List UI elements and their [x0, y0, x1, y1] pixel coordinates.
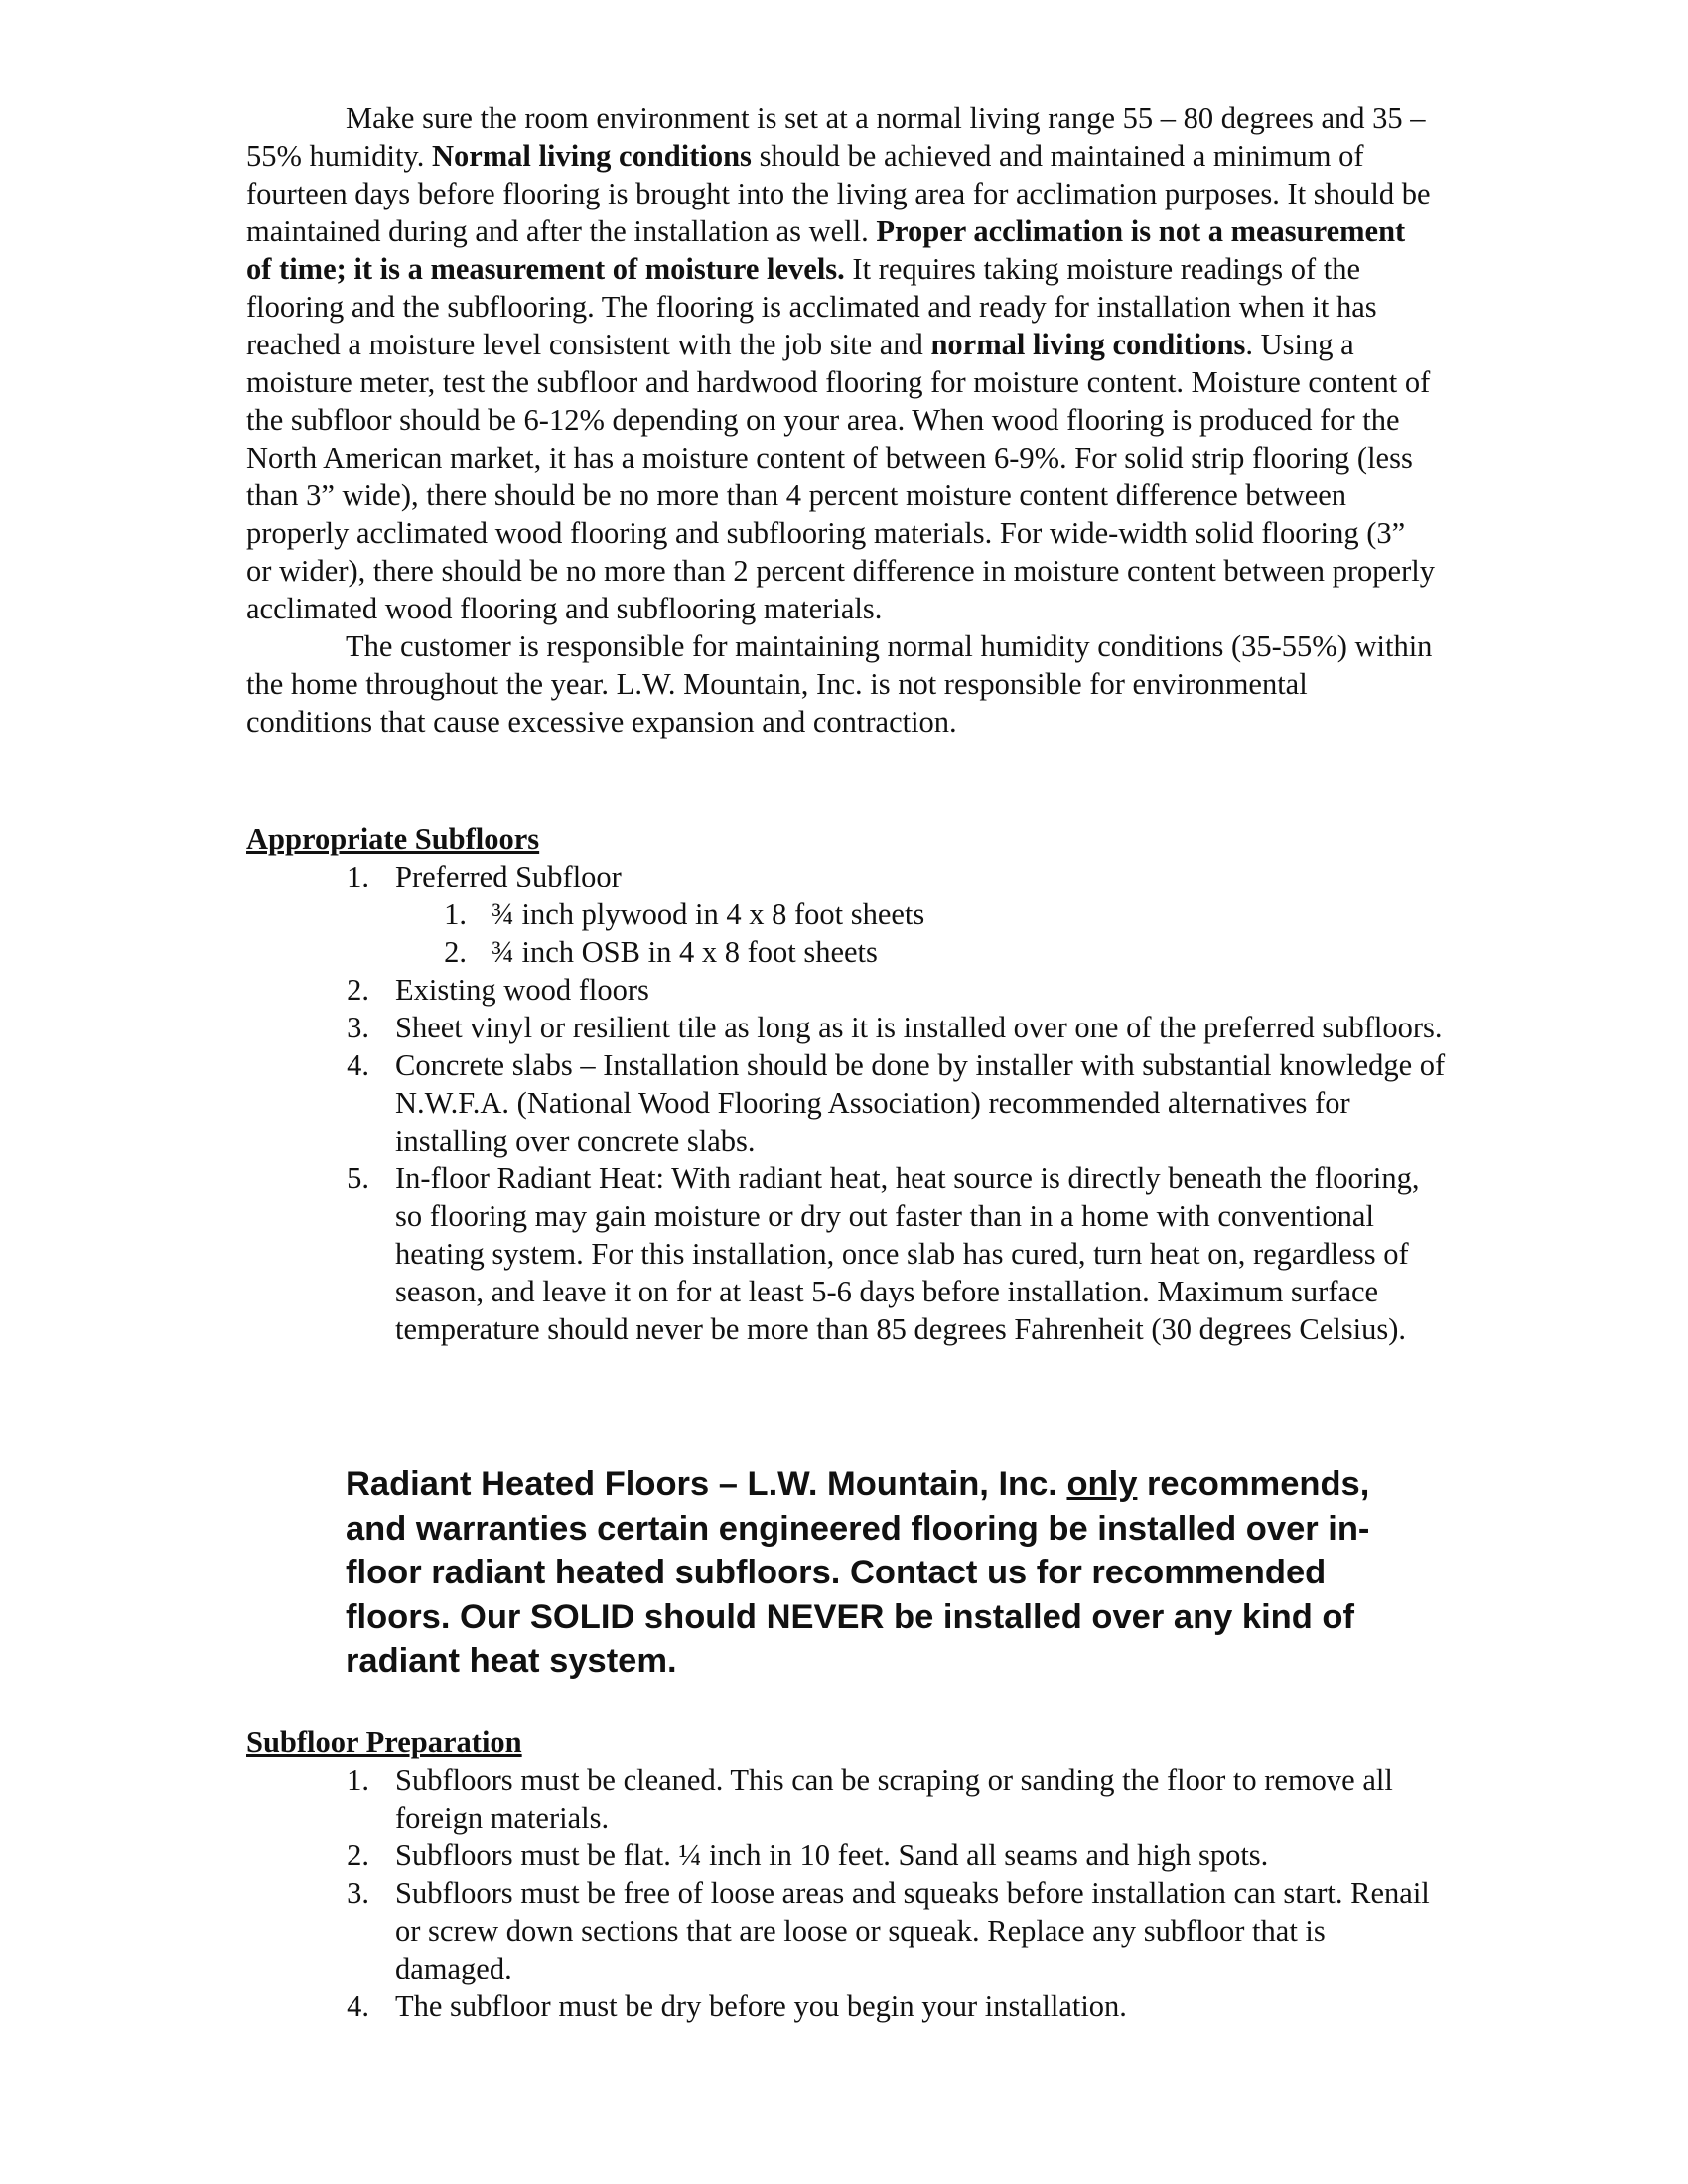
list-item: [0, 1761, 1688, 1837]
warning-text: recommends, and warranties certain engineered flooring be installed over in-floor radiant heated subfloors. Contact us for recommended floors. Our SOLID should NEVER be installed over any kind of radiant heat system.: [346, 1465, 1370, 1680]
text-run: It requires taking moisture readings of the flooring and the subflooring. The flooring is acclimated and ready for installation when it has reached a moisture level consistent with the job site and: [246, 252, 1377, 361]
appropriate-subfloors-heading: Appropriate Subfloors: [246, 822, 540, 856]
list-item: [0, 1837, 1688, 1874]
list-number: 3.: [347, 1876, 369, 1910]
list-item: [0, 1874, 1688, 1987]
list-text: Existing wood floors: [395, 973, 649, 1007]
list-number: 5.: [347, 1161, 369, 1195]
list-text: The subfloor must be dry before you begin your installation.: [395, 1989, 1127, 2023]
list-number: 4.: [347, 1989, 369, 2023]
text-run: Make sure the room environment is set at a normal living range 55 – 80 degrees and 35 – 55% humidity.: [246, 101, 1426, 173]
humidity-responsibility-text: The customer is responsible for maintaining normal humidity conditions (35-55%) within the home throughout the year. L.W. Mountain, Inc. is not responsible for environmental conditions that cause excessive expansion and contraction.: [246, 629, 1433, 739]
subfloor-preparation-list: [0, 1761, 1688, 2025]
list-item: [0, 858, 1688, 895]
list-number: 1.: [347, 860, 369, 893]
list-text: Subfloors must be free of loose areas and squeaks before installation can start. Renail or screw down sections that are loose or squeak. Replace any subfloor that is damaged.: [395, 1876, 1430, 1985]
text-run: should be achieved and maintained a minimum of fourteen days before flooring is brought into the living area for acclimation purposes. It should be maintained during and after the installation as well.: [246, 139, 1431, 248]
sub-list-item: [0, 895, 1688, 933]
subfloor-preparation-heading: Subfloor Preparation: [246, 1725, 522, 1759]
list-text: Preferred Subfloor: [395, 860, 622, 893]
text-run: . Using a moisture meter, test the subfloor and hardwood flooring for moisture content. Moisture content of the subfloor should be 6-12% depending on your area. When wood flooring is produced for the North American market, it has a moisture content of between 6-9%. For solid strip flooring (less than 3” wide), there should be no more than 4 percent moisture content difference between properly acclimated wood flooring and subflooring materials. For wide-width solid flooring (3” or wider), there should be no more than 2 percent difference in moisture content between properly acclimated wood flooring and subflooring materials.: [246, 328, 1435, 625]
list-number: 1.: [444, 897, 467, 931]
warning-text: Radiant Heated Floors – L.W. Mountain, Inc.: [346, 1465, 1067, 1503]
list-item: [0, 1009, 1688, 1046]
list-text: In-floor Radiant Heat: With radiant heat, heat source is directly beneath the flooring, so flooring may gain moisture or dry out faster than in a home with conventional heating system. For this installation, once slab has cured, turn heat on, regardless of season, and leave it on for at least 5-6 days before installation. Maximum surface temperature should never be more than 85 degrees Fahrenheit (30 degrees Celsius).: [395, 1161, 1420, 1346]
list-number: 3.: [347, 1011, 369, 1044]
bold-text-run: normal living conditions: [930, 328, 1246, 361]
warning-emphasis: only: [1066, 1465, 1138, 1503]
list-item: [0, 1987, 1688, 2025]
bold-text-run: Proper acclimation is not a measurement of time; it is a measurement of moisture levels.: [246, 214, 1406, 286]
list-text: ¾ inch plywood in 4 x 8 foot sheets: [492, 897, 925, 931]
bold-text-run: Normal living conditions: [431, 139, 752, 173]
list-item: [0, 1160, 1688, 1348]
list-number: 2.: [347, 973, 369, 1007]
appropriate-subfloors-list: [0, 858, 1688, 1348]
acclimation-paragraph: [246, 99, 1438, 741]
list-item: [0, 971, 1688, 1009]
list-item: [0, 1046, 1688, 1160]
list-number: 2.: [444, 935, 467, 969]
sub-list-item: [0, 933, 1688, 971]
list-number: 2.: [347, 1839, 369, 1872]
list-text: ¾ inch OSB in 4 x 8 foot sheets: [492, 935, 878, 969]
list-text: Sheet vinyl or resilient tile as long as it is installed over one of the preferred subfloors.: [395, 1011, 1443, 1044]
radiant-heat-warning: [346, 1462, 1428, 1684]
list-text: Subfloors must be flat. ¼ inch in 10 feet. Sand all seams and high spots.: [395, 1839, 1269, 1872]
list-number: 1.: [347, 1763, 369, 1797]
list-number: 4.: [347, 1048, 369, 1082]
list-text: Subfloors must be cleaned. This can be scraping or sanding the floor to remove all foreign materials.: [395, 1763, 1393, 1835]
list-text: Concrete slabs – Installation should be done by installer with substantial knowledge of N.W.F.A. (National Wood Flooring Association) recommended alternatives for installing over concrete slabs.: [395, 1048, 1446, 1158]
